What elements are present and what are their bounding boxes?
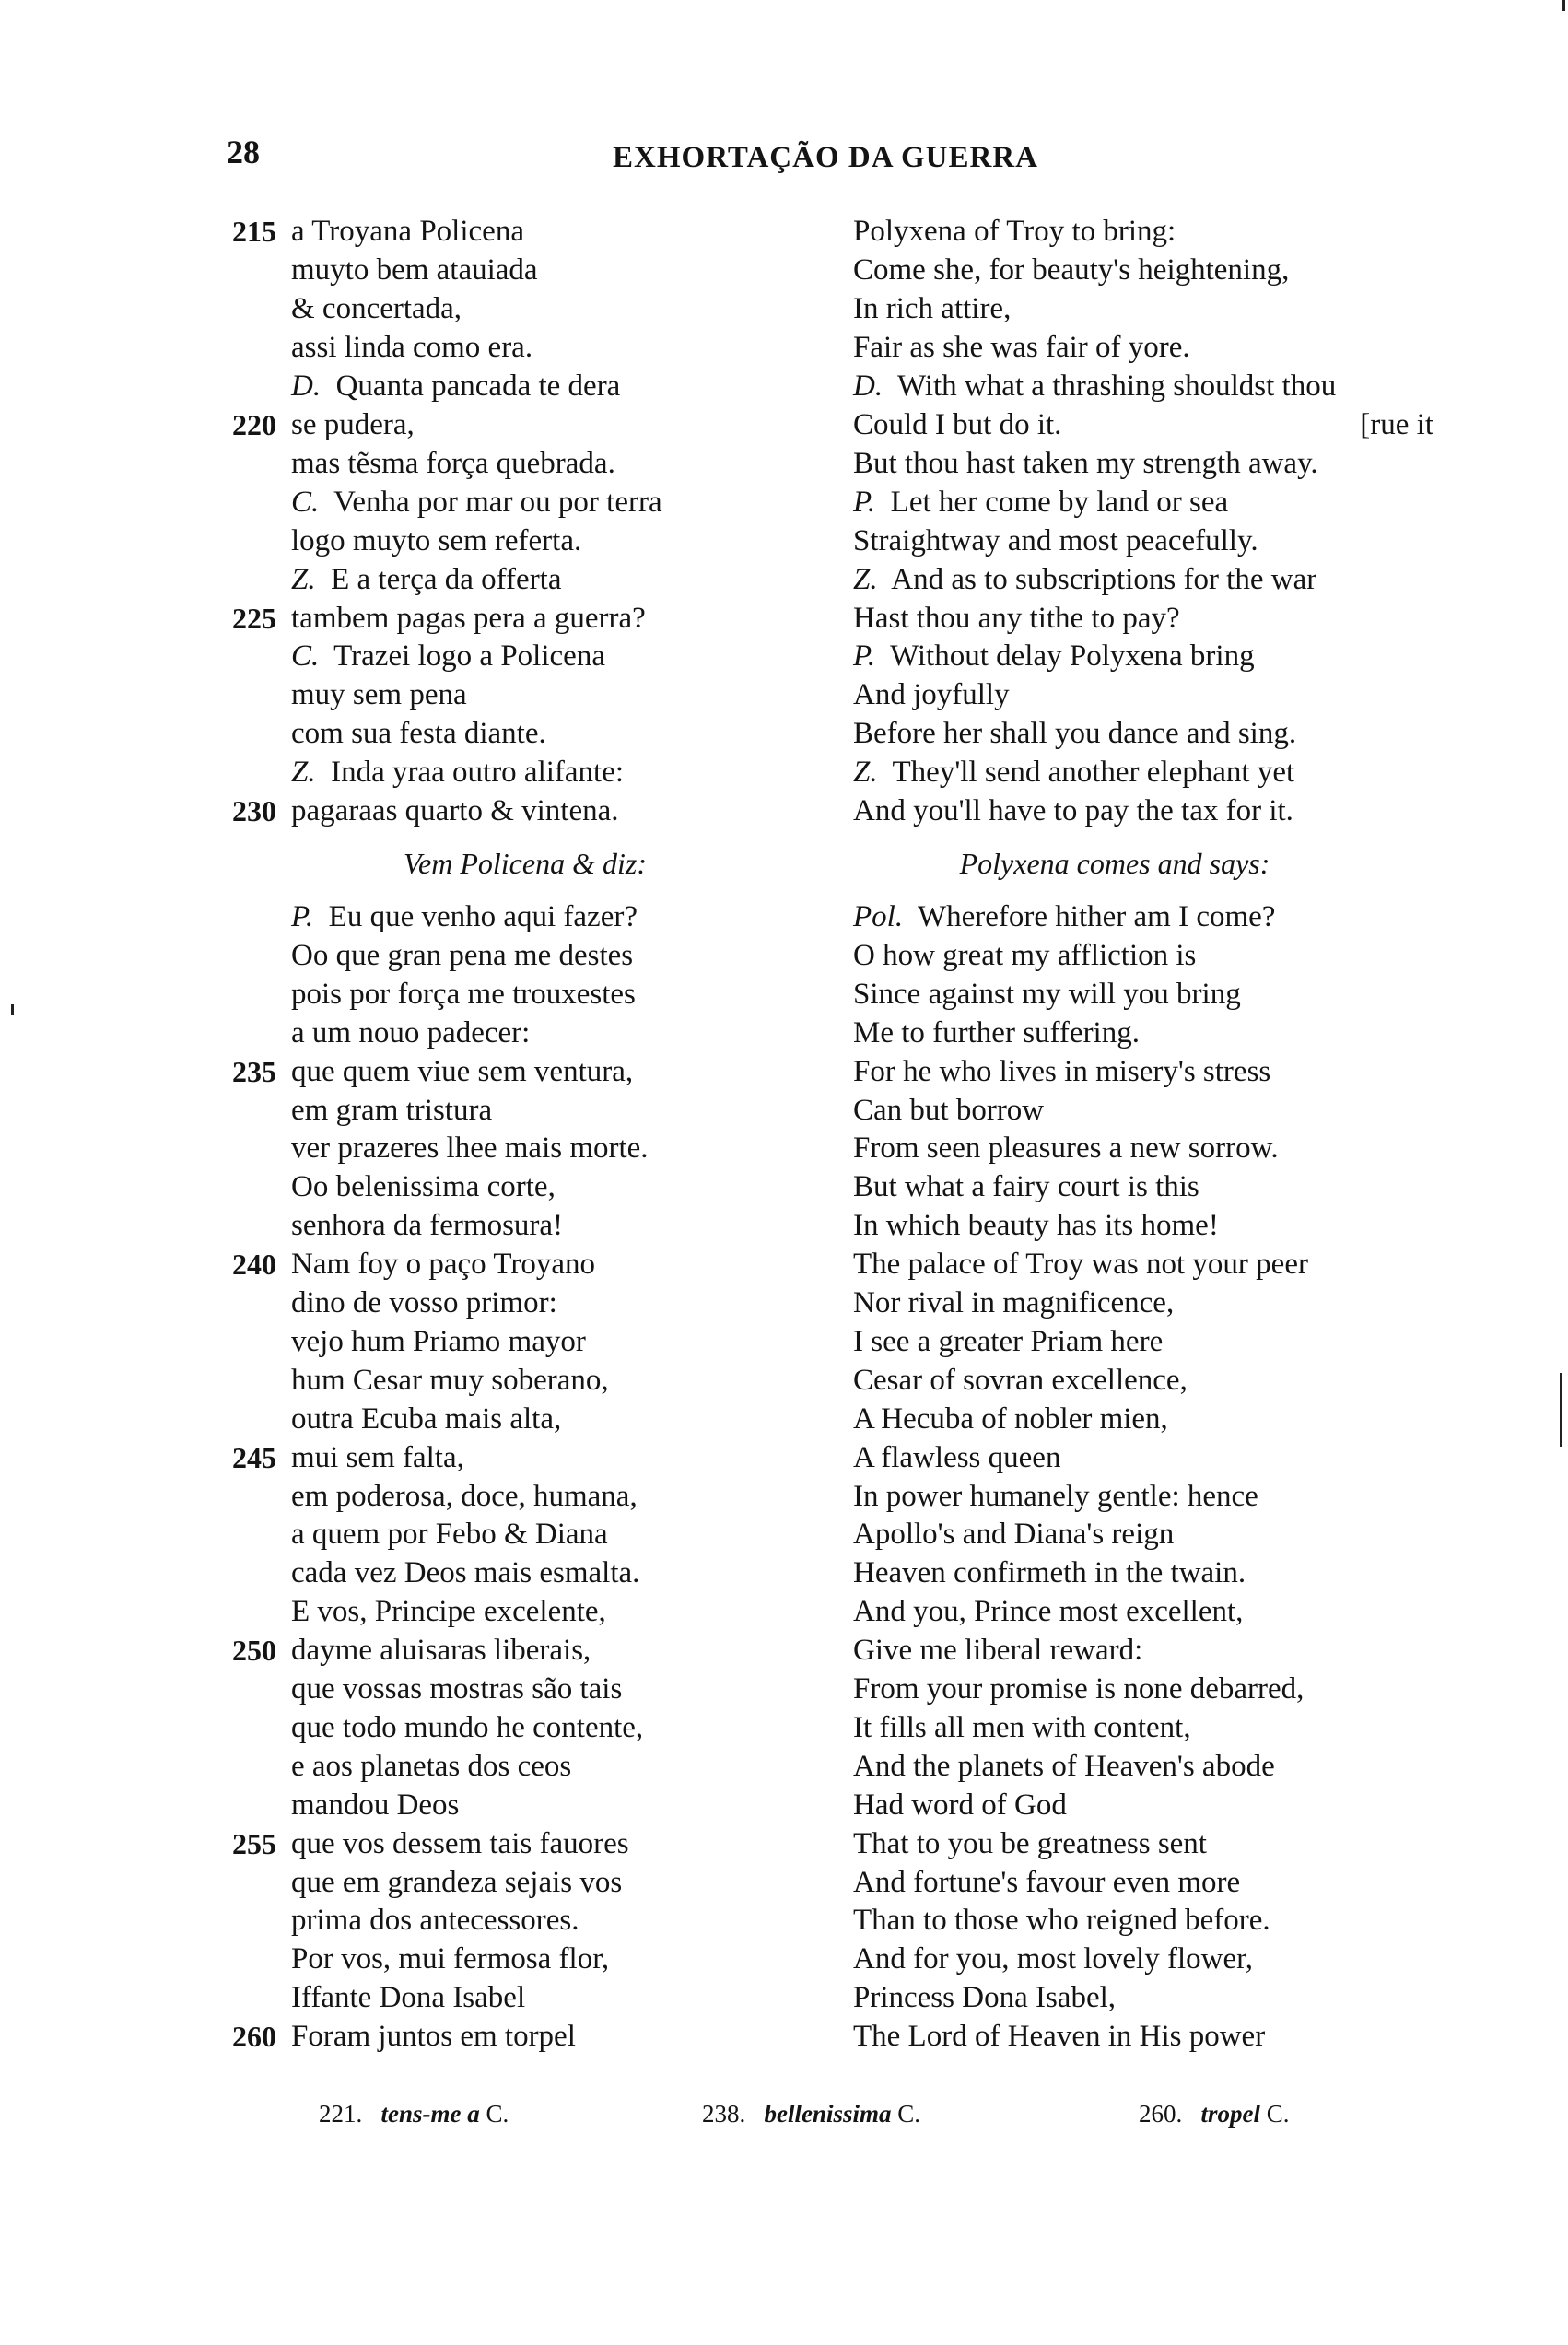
footnote-source: C.: [486, 2100, 509, 2128]
verse-text-line: A flawless queen: [853, 1440, 1061, 1474]
verse-text-line: Oo que gran pena me destes: [291, 938, 634, 972]
footnote: [702, 2094, 920, 2133]
verse-text-line: muyto bem atauiada: [291, 252, 538, 287]
verse-line-english: [853, 1245, 1308, 1284]
verse-text-line: And you'll have to pay the tax for it.: [853, 794, 1293, 828]
verse-text-line: mas tẽsma força quebrada.: [291, 446, 615, 480]
verse-text-line: Polyxena of Troy to bring:: [853, 215, 1176, 248]
verse-text-line: assi linda como era.: [291, 330, 533, 364]
verse-text-line: a quem por Febo & Diana: [291, 1518, 608, 1552]
speaker-label: Z.: [853, 562, 878, 596]
verse-text-line: a um nouo padecer:: [291, 1015, 531, 1049]
speaker-label: Pol.: [853, 900, 904, 933]
verse-line-portuguese: [291, 1824, 629, 1863]
verse-line-english: [853, 1978, 1116, 2017]
verse-line-portuguese: [291, 1786, 459, 1824]
verse-line-english: [853, 1167, 1199, 1206]
verse-text-line: Before her shall you dance and sing.: [853, 717, 1297, 751]
verse-line-english: [853, 251, 1289, 289]
verse-line-portuguese: [291, 405, 415, 444]
verse-text-line: It fills all men with content,: [853, 1710, 1191, 1744]
verse-text-line: I see a greater Priam here: [853, 1324, 1164, 1358]
verse-text-line: And fortune's favour even more: [853, 1865, 1241, 1899]
verse-text-line: That to you be greatness sent: [853, 1826, 1207, 1860]
turnover-text: [rue it: [1360, 407, 1433, 441]
verse-line-portuguese: [291, 1284, 557, 1322]
verse-text-line: mui sem falta,: [291, 1440, 464, 1474]
verse-line-portuguese: [291, 1052, 633, 1091]
footnote-variant: tens-me a: [380, 2100, 480, 2128]
verse-text-line: Princess Dona Isabel,: [853, 1981, 1117, 2015]
verse-line-portuguese: [291, 975, 636, 1014]
verse-line-english: [853, 1322, 1163, 1361]
verse-text-line: Could I but do it.: [853, 407, 1062, 441]
verse-text-line: que vos dessem tais fauores: [291, 1826, 629, 1860]
line-number: 245: [232, 1440, 276, 1474]
footnote-number: 238.: [702, 2100, 746, 2128]
verse-line-portuguese: [291, 289, 462, 328]
verse-line-portuguese: [291, 522, 581, 560]
verse-text-line: pagaraas quarto & vintena.: [291, 794, 619, 828]
footnote-variant: bellenissima: [764, 2100, 892, 2128]
stage-direction-portuguese: Vem Policena & diz:: [404, 847, 647, 880]
verse-line-english: [853, 975, 1241, 1014]
verse-line-english: [853, 1477, 1258, 1516]
verse-text-line: outra Ecuba mais alta,: [291, 1401, 562, 1436]
verse-text-line: prima dos antecessores.: [291, 1904, 579, 1938]
verse-line-english: [853, 1052, 1270, 1091]
verse-line-portuguese: [291, 791, 619, 830]
verse-line-english: [853, 1554, 1246, 1592]
verse-line-portuguese: [291, 1554, 639, 1592]
verse-line-english: [853, 1206, 1219, 1245]
verse-line-english: [853, 1284, 1174, 1322]
verse-line-english: [853, 1901, 1270, 1940]
verse-line-portuguese: [291, 897, 638, 936]
verse-text-line: From your promise is none debarred,: [853, 1672, 1305, 1706]
verse-text-line: em poderosa, doce, humana,: [291, 1479, 638, 1513]
verse-text-line: Cesar of sovran excellence,: [853, 1363, 1188, 1397]
verse-line-english: [853, 1361, 1188, 1400]
verse-text-line: The Lord of Heaven in His power: [853, 2020, 1266, 2054]
speaker-label: D.: [291, 369, 322, 403]
line-number: 225: [232, 601, 276, 635]
verse-text-line: In rich attire,: [853, 291, 1012, 325]
footnote-source: C.: [897, 2100, 921, 2128]
verse-line-portuguese: [291, 212, 524, 251]
line-number: 235: [232, 1054, 276, 1088]
verse-text-line: Let her come by land or sea: [890, 485, 1229, 519]
verse-text-line: Hast thou any tithe to pay?: [853, 601, 1180, 635]
verse-text-line: Quanta pancada te dera: [335, 369, 621, 403]
verse-line-portuguese: [291, 1206, 563, 1245]
verse-text-line: Can but borrow: [853, 1093, 1045, 1127]
verse-line-english: [853, 289, 1011, 328]
verse-line-english: [853, 1400, 1168, 1438]
footnote-source: C.: [1266, 2100, 1290, 2128]
footnote-number: 260.: [1139, 2100, 1183, 2128]
verse-text-line: Come she, for beauty's heightening,: [853, 252, 1290, 287]
speaker-label: C.: [291, 639, 320, 674]
verse-text-line: They'll send another elephant yet: [892, 756, 1295, 790]
verse-text-line: Had word of God: [853, 1788, 1067, 1822]
line-number: 215: [232, 215, 276, 248]
scan-mark: [11, 1004, 14, 1015]
verse-line-portuguese: [291, 1361, 609, 1400]
verse-line-portuguese: [291, 483, 662, 522]
verse-text-line: E a terça da offerta: [331, 562, 562, 596]
verse-text-line: logo muyto sem referta.: [291, 523, 582, 557]
verse-line-english: [853, 367, 1336, 405]
verse-line-portuguese: [291, 1515, 608, 1554]
verse-line-english: [853, 753, 1294, 791]
speaker-label: D.: [853, 369, 883, 403]
verse-line-portuguese: [291, 1322, 586, 1361]
verse-text-line: And as to subscriptions for the war: [891, 562, 1317, 596]
speaker-label: P.: [853, 639, 876, 674]
verse-text-line: The palace of Troy was not your peer: [853, 1248, 1308, 1282]
footnote-variant: tropel: [1200, 2100, 1260, 2128]
verse-line-portuguese: [291, 599, 646, 638]
verse-line-english: [853, 212, 1176, 251]
verse-line-portuguese: [291, 560, 562, 599]
verse-line-english: [853, 791, 1293, 830]
verse-line-english: [853, 675, 1010, 714]
running-title: EXHORTAÇÃO DA GUERRA: [613, 141, 1038, 174]
verse-text-line: que em grandeza sejais vos: [291, 1865, 623, 1899]
verse-text-line: Oo belenissima corte,: [291, 1170, 556, 1204]
verse-line-portuguese: [291, 714, 546, 753]
verse-line-english: [853, 599, 1180, 638]
verse-text-line: Me to further suffering.: [853, 1015, 1140, 1049]
verse-line-portuguese: [291, 637, 605, 675]
speaker-label: C.: [291, 485, 320, 519]
verse-text-line: vejo hum Priamo mayor: [291, 1324, 586, 1358]
verse-line-portuguese: [291, 1091, 492, 1130]
verse-line-english: [853, 1515, 1174, 1554]
verse-line-english: [853, 1786, 1067, 1824]
verse-line-portuguese: [291, 1245, 595, 1284]
verse-line-english: [853, 444, 1318, 483]
page-number: 28: [227, 134, 260, 170]
line-number: 250: [232, 1634, 276, 1668]
verse-text-line: In which beauty has its home!: [853, 1209, 1219, 1243]
verse-line-portuguese: [291, 1129, 649, 1167]
verse-line-portuguese: [291, 1670, 622, 1708]
verse-line-english: [853, 714, 1296, 753]
verse-line-english: [853, 1014, 1140, 1052]
verse-text-line: Inda yraa outro alifante:: [331, 756, 625, 790]
verse-text-line: And for you, most lovely flower,: [853, 1942, 1254, 1976]
verse-text-line: que todo mundo he contente,: [291, 1710, 644, 1744]
verse-text-line: Give me liberal reward:: [853, 1634, 1143, 1668]
speaker-label: Z.: [853, 756, 878, 790]
speaker-label: Z.: [291, 562, 316, 596]
verse-text-line: & concertada,: [291, 291, 462, 325]
footnote: [319, 2094, 509, 2133]
verse-text-line: Foram juntos em torpel: [291, 2020, 576, 2054]
verse-text-line: In power humanely gentle: hence: [853, 1479, 1258, 1513]
verse-text-line: pois por força me trouxestes: [291, 977, 636, 1011]
verse-line-english: [853, 1747, 1275, 1786]
verse-text-line: Since against my will you bring: [853, 977, 1241, 1011]
verse-text-line: senhora da fermosura!: [291, 1209, 564, 1243]
verse-line-english: [853, 1631, 1142, 1670]
verse-text-line: em gram tristura: [291, 1093, 493, 1127]
verse-text-line: And the planets of Heaven's abode: [853, 1749, 1275, 1783]
verse-text-line: With what a thrashing shouldst thou: [897, 369, 1337, 403]
scan-mark: [1562, 0, 1565, 11]
verse-text-line: And joyfully: [853, 678, 1010, 712]
verse-line-english: [853, 1940, 1253, 1978]
verse-line-portuguese: [291, 251, 538, 289]
verse-text-line: dino de vosso primor:: [291, 1286, 557, 1319]
line-number: 220: [232, 407, 276, 441]
verse-line-portuguese: [291, 1863, 622, 1902]
verse-text-line: E vos, Principe excelente,: [291, 1595, 606, 1629]
stage-direction-english: Polyxena comes and says:: [959, 847, 1270, 880]
verse-text-line: From seen pleasures a new sorrow.: [853, 1131, 1279, 1166]
speaker-label: P.: [291, 900, 314, 933]
verse-text-line: And you, Prince most excellent,: [853, 1595, 1244, 1629]
verse-text-line: que quem viue sem ventura,: [291, 1054, 634, 1088]
verse-line-portuguese: [291, 753, 624, 791]
verse-text-line: But what a fairy court is this: [853, 1170, 1199, 1204]
verse-text-line: For he who lives in misery's stress: [853, 1054, 1271, 1088]
verse-line-portuguese: [291, 1592, 606, 1631]
verse-line-english: [853, 1824, 1207, 1863]
verse-text-line: que vossas mostras são tais: [291, 1672, 623, 1706]
verse-line-portuguese: [291, 1477, 638, 1516]
verse-text-line: But thou hast taken my strength away.: [853, 446, 1318, 480]
verse-line-portuguese: [291, 1400, 561, 1438]
verse-text-line: com sua festa diante.: [291, 717, 546, 751]
verse-text-line: O how great my affliction is: [853, 938, 1197, 972]
verse-line-portuguese: [291, 1708, 643, 1747]
footnote: [1139, 2094, 1290, 2133]
verse-line-english: [853, 1438, 1060, 1477]
verse-text-line: Trazei logo a Policena: [333, 639, 605, 674]
verse-text-line: Heaven confirmeth in the twain.: [853, 1556, 1246, 1590]
verse-line-english: [853, 1129, 1279, 1167]
verse-line-portuguese: [291, 1978, 525, 2017]
scan-mark: [1560, 1373, 1562, 1447]
verse-line-english: [853, 1863, 1240, 1902]
verse-line-english: [853, 1091, 1044, 1130]
verse-text-line: Than to those who reigned before.: [853, 1904, 1270, 1938]
line-number: 240: [232, 1248, 276, 1282]
verse-line-english: [853, 1708, 1191, 1747]
verse-text-line: Eu que venho aqui fazer?: [328, 900, 638, 933]
verse-line-portuguese: [291, 444, 615, 483]
verse-line-english: [853, 328, 1190, 367]
verse-text-line: Fair as she was fair of yore.: [853, 330, 1190, 364]
verse-line-portuguese: [291, 1167, 556, 1206]
verse-line-portuguese: [291, 1631, 591, 1670]
verse-text-line: muy sem pena: [291, 678, 467, 712]
verse-text-line: se pudera,: [291, 407, 415, 441]
verse-line-english: [853, 1670, 1304, 1708]
verse-text-line: Venha por mar ou por terra: [333, 485, 662, 519]
verse-line-english: [853, 405, 1061, 444]
verse-text-line: ver prazeres lhee mais morte.: [291, 1131, 649, 1166]
verse-text-line: Apollo's and Diana's reign: [853, 1518, 1175, 1552]
verse-line-english: [853, 936, 1196, 975]
speaker-label: Z.: [291, 756, 316, 790]
verse-text-line: hum Cesar muy soberano,: [291, 1363, 609, 1397]
verse-line-portuguese: [291, 2017, 576, 2056]
verse-line-english: [853, 637, 1255, 675]
verse-line-english: [853, 483, 1228, 522]
footnote-number: 221.: [319, 2100, 363, 2128]
verse-text-line: Nor rival in magnificence,: [853, 1286, 1175, 1319]
verse-text-line: Straightway and most peacefully.: [853, 523, 1258, 557]
verse-text-line: cada vez Deos mais esmalta.: [291, 1556, 640, 1590]
verse-line-portuguese: [291, 936, 633, 975]
verse-line-english: [853, 560, 1316, 599]
verse-text-line: dayme aluisaras liberais,: [291, 1634, 591, 1668]
verse-line-portuguese: [291, 1747, 571, 1786]
verse-line-english: [853, 897, 1275, 936]
verse-text-line: a Troyana Policena: [291, 215, 524, 248]
line-number: 255: [232, 1826, 276, 1860]
verse-text-line: Iffante Dona Isabel: [291, 1981, 526, 2015]
verse-text-line: tambem pagas pera a guerra?: [291, 601, 646, 635]
verse-text-line: A Hecuba of nobler mien,: [853, 1401, 1168, 1436]
verse-text-line: mandou Deos: [291, 1788, 460, 1822]
verse-line-portuguese: [291, 367, 620, 405]
verse-line-portuguese: [291, 1940, 609, 1978]
verse-text-line: Nam foy o paço Troyano: [291, 1248, 595, 1282]
verse-line-portuguese: [291, 1901, 579, 1940]
verse-line-portuguese: [291, 1438, 464, 1477]
verse-line-english: [853, 2017, 1265, 2056]
verse-text-line: Without delay Polyxena bring: [890, 639, 1255, 674]
verse-line-english: [853, 1592, 1243, 1631]
verse-text-line: Por vos, mui fermosa flor,: [291, 1942, 610, 1976]
verse-line-portuguese: [291, 328, 532, 367]
verse-line-portuguese: [291, 1014, 530, 1052]
line-number: 230: [232, 794, 276, 828]
verse-line-english: [853, 522, 1258, 560]
speaker-label: P.: [853, 485, 876, 519]
verse-line-portuguese: [291, 675, 467, 714]
line-number: 260: [232, 2020, 276, 2054]
verse-text-line: Wherefore hither am I come?: [917, 900, 1276, 933]
verse-text-line: e aos planetas dos ceos: [291, 1749, 572, 1783]
